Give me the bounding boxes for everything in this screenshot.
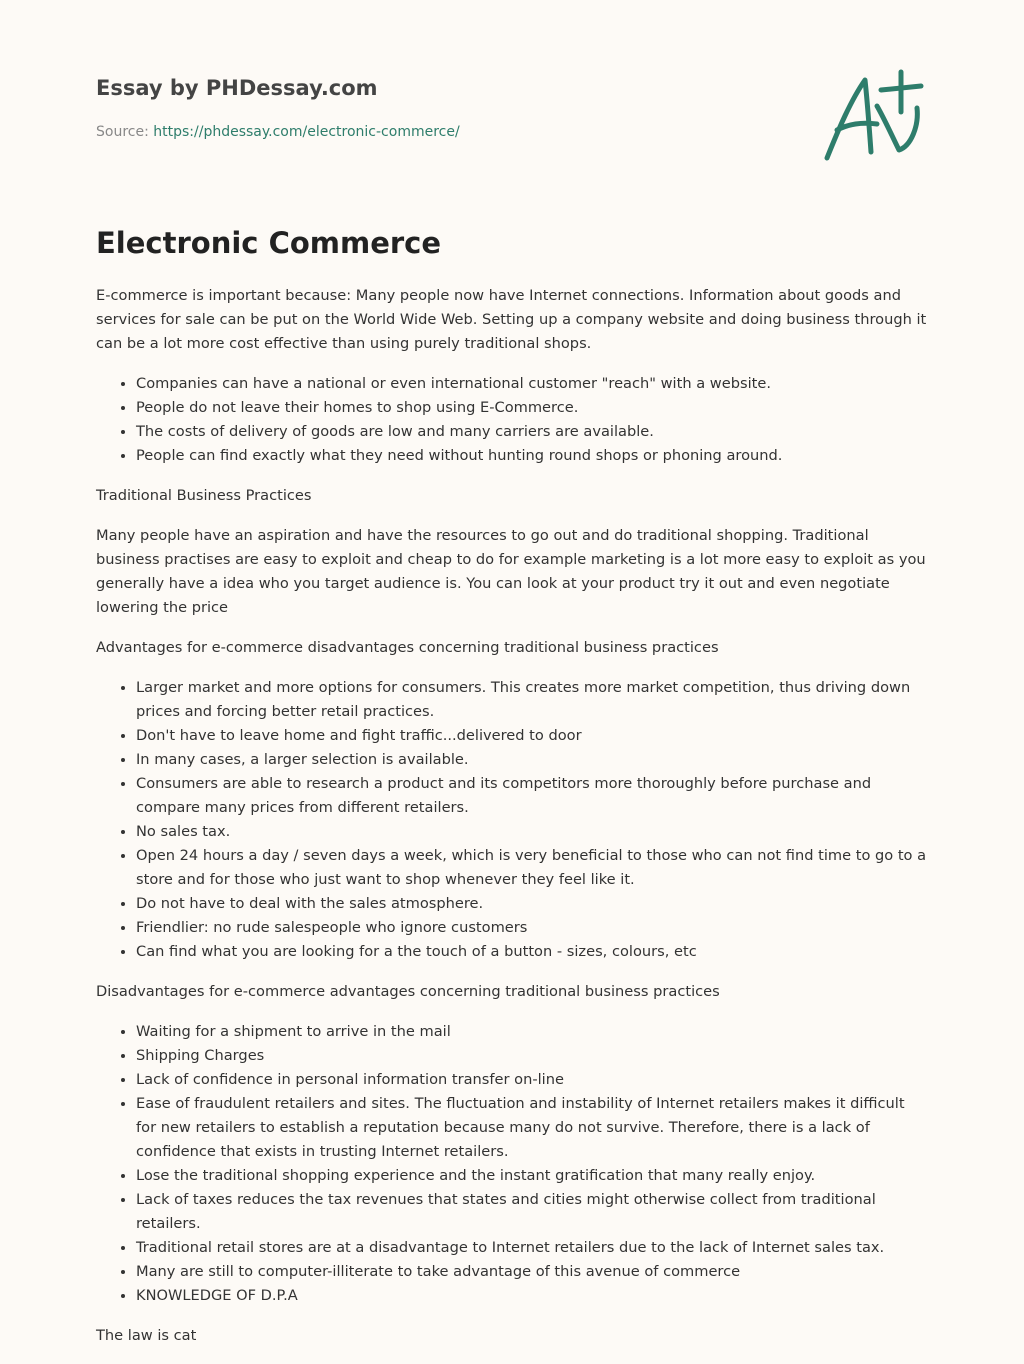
source-line [96, 124, 460, 140]
a-plus-logo-icon [821, 68, 925, 164]
list-item: • Can find what you are looking for a the touch of a button - sizes, colours, etc [136, 940, 928, 964]
list-item: • In many cases, a larger selection is available. [136, 748, 928, 772]
list-item: • Companies can have a national or even international customer "reach" with a website. [136, 372, 928, 396]
list-item: • The costs of delivery of goods are low and many carriers are available. [136, 420, 928, 444]
intro-paragraph: E-commerce is important because: Many people now have Internet connections. Information about goods and services for sale can be put on the World Wide Web. Setting up a company website and doing business through it can be a lot more cost effective than using purely traditional shops. [96, 287, 927, 352]
list-item: • Consumers are able to research a product and its competitors more thoroughly before purchase and compare many prices from different retailers. [136, 772, 928, 820]
list-item: • No sales tax. [136, 820, 928, 844]
list-item: • Ease of fraudulent retailers and sites. The fluctuation and instability of Internet retailers makes it difficult for new retailers to establish a reputation because many do not survive. Therefore, there is a lack of confidence that exists in trusting Internet retailers. [136, 1092, 928, 1164]
list-item: • Friendlier: no rude salespeople who ignore customers [136, 916, 928, 940]
page-header [96, 0, 928, 200]
list-item: • People do not leave their homes to shop using E-Commerce. [136, 396, 928, 420]
list-item: • KNOWLEDGE OF D.P.A [136, 1284, 928, 1308]
list-item: • Lack of taxes reduces the tax revenues that states and cities might otherwise collect from traditional retailers. [136, 1188, 928, 1236]
disadvantages-list [96, 1020, 928, 1308]
list-item: • Lose the traditional shopping experience and the instant gratification that many really enjoy. [136, 1164, 928, 1188]
reasons-list [96, 372, 928, 468]
list-item: • Traditional retail stores are at a disadvantage to Internet retailers due to the lack of Internet sales tax. [136, 1236, 928, 1260]
closing-paragraph: The law is cat [96, 1327, 197, 1344]
section-heading-traditional: Traditional Business Practices [96, 487, 312, 504]
traditional-paragraph: Many people have an aspiration and have the resources to go out and do traditional shopping. Traditional business practises are easy to exploit and cheap to do for example marketing is a lot more easy to exploit as you generally have a idea who you target audience is. You can look at your product try it out and even negotiate lowering the price [96, 527, 926, 616]
list-item: • Do not have to deal with the sales atmosphere. [136, 892, 928, 916]
essay-body [96, 284, 928, 1364]
advantages-list [96, 676, 928, 964]
source-link[interactable]: https://phdessay.com/electronic-commerce/ [153, 124, 460, 140]
site-title: Essay by PHDessay.com [96, 76, 378, 100]
list-item: • Don't have to leave home and fight traffic...delivered to door [136, 724, 928, 748]
essay-title: Electronic Commerce [96, 226, 442, 260]
list-item: • Lack of confidence in personal information transfer on-line [136, 1068, 928, 1092]
source-label: Source: [96, 124, 154, 140]
section-heading-advantages: Advantages for e-commerce disadvantages concerning traditional business practices [96, 639, 719, 656]
list-item: • Larger market and more options for consumers. This creates more market competition, thus driving down prices and forcing better retail practices. [136, 676, 928, 724]
list-item: • Open 24 hours a day / seven days a week, which is very beneficial to those who can not find time to go to a store and for those who just want to shop whenever they feel like it. [136, 844, 928, 892]
page [96, 0, 928, 1344]
section-heading-disadvantages: Disadvantages for e-commerce advantages concerning traditional business practices [96, 983, 720, 1000]
list-item: • People can find exactly what they need without hunting round shops or phoning around. [136, 444, 928, 468]
list-item: • Waiting for a shipment to arrive in the mail [136, 1020, 928, 1044]
list-item: • Shipping Charges [136, 1044, 928, 1068]
list-item: • Many are still to computer-illiterate to take advantage of this avenue of commerce [136, 1260, 928, 1284]
